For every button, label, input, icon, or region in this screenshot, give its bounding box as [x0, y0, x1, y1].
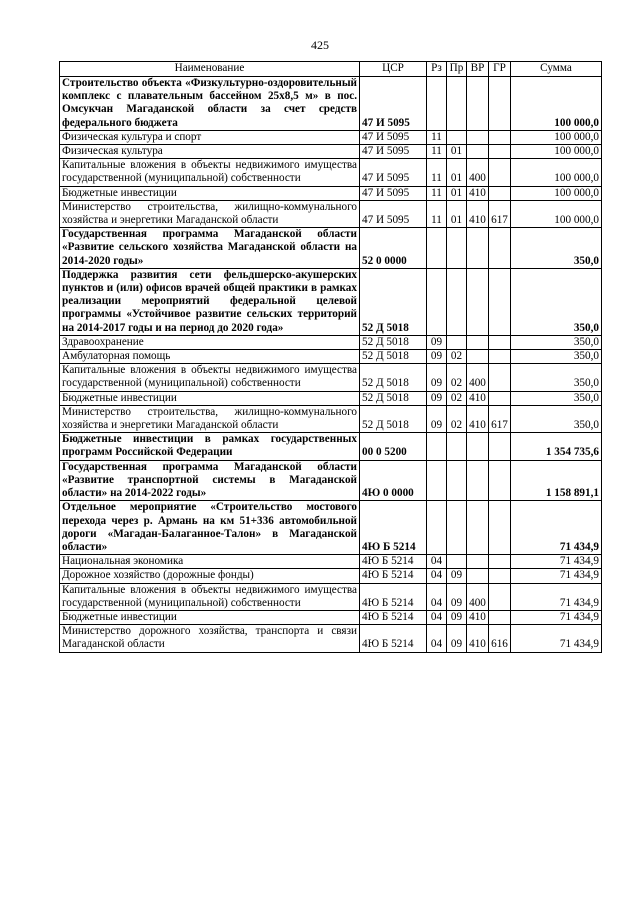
cell-sum: 71 434,9 — [511, 610, 602, 624]
cell-rz: 09 — [427, 335, 447, 349]
cell-rz: 09 — [427, 391, 447, 405]
cell-csr: 4Ю Б 5214 — [360, 583, 427, 610]
cell-pr — [447, 433, 467, 460]
cell-sum: 71 434,9 — [511, 569, 602, 583]
cell-csr: 47 И 5095 — [360, 130, 427, 144]
cell-vr: 410 — [467, 391, 489, 405]
cell-rz: 11 — [427, 200, 447, 227]
cell-pr — [447, 335, 467, 349]
cell-pr: 02 — [447, 391, 467, 405]
cell-sum: 350,0 — [511, 268, 602, 335]
cell-gr — [489, 501, 511, 555]
cell-sum: 350,0 — [511, 364, 602, 391]
cell-csr: 52 Д 5018 — [360, 364, 427, 391]
cell-pr — [447, 228, 467, 269]
cell-sum: 100 000,0 — [511, 77, 602, 131]
cell-rz: 11 — [427, 159, 447, 186]
table-row — [60, 569, 602, 583]
cell-rz: 04 — [427, 569, 447, 583]
cell-vr — [467, 555, 489, 569]
cell-gr — [489, 335, 511, 349]
cell-rz — [427, 268, 447, 335]
table-row — [60, 228, 602, 269]
cell-rz — [427, 460, 447, 501]
cell-vr: 410 — [467, 610, 489, 624]
header-sum: Сумма — [511, 62, 602, 77]
table-body — [60, 77, 602, 653]
table-row — [60, 625, 602, 652]
cell-sum: 350,0 — [511, 350, 602, 364]
cell-rz: 04 — [427, 610, 447, 624]
cell-sum: 71 434,9 — [511, 501, 602, 555]
cell-rz: 04 — [427, 555, 447, 569]
table-row — [60, 433, 602, 460]
cell-gr — [489, 145, 511, 159]
table-row — [60, 77, 602, 131]
cell-rz — [427, 77, 447, 131]
cell-vr — [467, 228, 489, 269]
budget-table — [59, 61, 602, 653]
cell-csr: 47 И 5095 — [360, 77, 427, 131]
cell-rz — [427, 228, 447, 269]
cell-gr — [489, 350, 511, 364]
cell-name: Капитальные вложения в объекты недвижимого имущества государственной (муниципальной) собственности — [60, 159, 360, 186]
page-number: 425 — [311, 38, 329, 52]
cell-vr — [467, 77, 489, 131]
table-row — [60, 268, 602, 335]
cell-vr — [467, 460, 489, 501]
cell-csr: 4Ю Б 5214 — [360, 625, 427, 652]
cell-pr: 02 — [447, 350, 467, 364]
cell-name: Здравоохранение — [60, 335, 360, 349]
cell-gr: 616 — [489, 625, 511, 652]
cell-csr: 52 Д 5018 — [360, 405, 427, 432]
cell-name: Дорожное хозяйство (дорожные фонды) — [60, 569, 360, 583]
cell-pr: 01 — [447, 200, 467, 227]
table-row — [60, 130, 602, 144]
cell-gr — [489, 268, 511, 335]
cell-rz: 11 — [427, 186, 447, 200]
cell-vr: 410 — [467, 625, 489, 652]
table-row — [60, 364, 602, 391]
cell-sum: 71 434,9 — [511, 625, 602, 652]
table-row — [60, 391, 602, 405]
cell-gr: 617 — [489, 200, 511, 227]
cell-gr — [489, 186, 511, 200]
cell-vr — [467, 130, 489, 144]
cell-csr: 52 Д 5018 — [360, 391, 427, 405]
cell-name: Поддержка развития сети фельдшерско-акушерских пунктов и (или) офисов врачей общей практики в рамках реализации мероприятий федеральной целевой программы «Устойчивое развитие сельских территорий на 2014-2017 годы и на период до 2020 года» — [60, 268, 360, 335]
cell-csr: 52 0 0000 — [360, 228, 427, 269]
cell-vr — [467, 569, 489, 583]
table-row — [60, 501, 602, 555]
cell-rz — [427, 501, 447, 555]
cell-rz: 09 — [427, 350, 447, 364]
cell-rz: 09 — [427, 364, 447, 391]
cell-gr: 617 — [489, 405, 511, 432]
cell-name: Министерство строительства, жилищно-коммунального хозяйства и энергетики Магаданской области — [60, 405, 360, 432]
cell-vr — [467, 268, 489, 335]
cell-csr: 52 Д 5018 — [360, 350, 427, 364]
table-row — [60, 583, 602, 610]
cell-csr: 4Ю Б 5214 — [360, 555, 427, 569]
cell-vr: 400 — [467, 583, 489, 610]
cell-name: Бюджетные инвестиции — [60, 186, 360, 200]
cell-name: Государственная программа Магаданской области «Развитие сельского хозяйства Магаданской области на 2014-2020 годы» — [60, 228, 360, 269]
cell-name: Капитальные вложения в объекты недвижимого имущества государственной (муниципальной) собственности — [60, 364, 360, 391]
cell-pr: 09 — [447, 625, 467, 652]
table-row — [60, 460, 602, 501]
cell-pr: 01 — [447, 145, 467, 159]
cell-gr — [489, 610, 511, 624]
cell-csr: 4Ю Б 5214 — [360, 569, 427, 583]
cell-csr: 4Ю Б 5214 — [360, 610, 427, 624]
cell-sum: 100 000,0 — [511, 200, 602, 227]
cell-sum: 71 434,9 — [511, 583, 602, 610]
cell-csr: 47 И 5095 — [360, 200, 427, 227]
cell-gr — [489, 569, 511, 583]
cell-sum: 350,0 — [511, 335, 602, 349]
cell-gr — [489, 583, 511, 610]
header-gr: ГР — [489, 62, 511, 77]
table-row — [60, 186, 602, 200]
cell-name: Строительство объекта «Физкультурно-оздоровительный комплекс с плавательным бассейном 25х8,5 м» в пос. Омсукчан Магаданской области за счет средств федерального бюджета — [60, 77, 360, 131]
cell-gr — [489, 460, 511, 501]
cell-pr — [447, 77, 467, 131]
cell-vr: 410 — [467, 405, 489, 432]
table-row — [60, 145, 602, 159]
cell-sum: 100 000,0 — [511, 186, 602, 200]
cell-pr — [447, 501, 467, 555]
table-row — [60, 200, 602, 227]
cell-name: Государственная программа Магаданской области «Развитие транспортной системы в Магаданской области» на 2014-2022 годы» — [60, 460, 360, 501]
cell-pr: 01 — [447, 186, 467, 200]
cell-gr — [489, 433, 511, 460]
cell-rz: 04 — [427, 625, 447, 652]
cell-sum: 350,0 — [511, 228, 602, 269]
cell-name: Бюджетные инвестиции — [60, 610, 360, 624]
cell-pr: 09 — [447, 583, 467, 610]
table-row — [60, 159, 602, 186]
cell-csr: 47 И 5095 — [360, 145, 427, 159]
cell-rz: 09 — [427, 405, 447, 432]
table-row — [60, 405, 602, 432]
cell-csr: 47 И 5095 — [360, 159, 427, 186]
cell-vr: 410 — [467, 186, 489, 200]
cell-gr — [489, 391, 511, 405]
cell-pr — [447, 555, 467, 569]
cell-vr: 400 — [467, 159, 489, 186]
header-pr: Пр — [447, 62, 467, 77]
cell-gr — [489, 228, 511, 269]
header-rz: Рз — [427, 62, 447, 77]
cell-pr: 02 — [447, 405, 467, 432]
cell-gr — [489, 77, 511, 131]
cell-rz: 04 — [427, 583, 447, 610]
cell-name: Министерство строительства, жилищно-коммунального хозяйства и энергетики Магаданской области — [60, 200, 360, 227]
cell-name: Национальная экономика — [60, 555, 360, 569]
cell-name: Отдельное мероприятие «Строительство мостового перехода через р. Армань на км 51+336 автомобильной дороги «Магадан-Балаганное-Талон» в Магаданской области» — [60, 501, 360, 555]
cell-pr — [447, 268, 467, 335]
cell-sum: 350,0 — [511, 391, 602, 405]
cell-vr — [467, 335, 489, 349]
table-header-row — [60, 62, 602, 77]
cell-sum: 1 158 891,1 — [511, 460, 602, 501]
cell-gr — [489, 555, 511, 569]
cell-name: Физическая культура — [60, 145, 360, 159]
header-vr: ВР — [467, 62, 489, 77]
cell-pr — [447, 130, 467, 144]
cell-rz — [427, 433, 447, 460]
cell-vr — [467, 501, 489, 555]
cell-name: Бюджетные инвестиции — [60, 391, 360, 405]
cell-csr: 4Ю Б 5214 — [360, 501, 427, 555]
cell-gr — [489, 130, 511, 144]
cell-name: Бюджетные инвестиции в рамках государственных программ Российской Федерации — [60, 433, 360, 460]
cell-pr: 01 — [447, 159, 467, 186]
cell-name: Капитальные вложения в объекты недвижимого имущества государственной (муниципальной) собственности — [60, 583, 360, 610]
table-row — [60, 555, 602, 569]
cell-csr: 52 Д 5018 — [360, 335, 427, 349]
cell-gr — [489, 364, 511, 391]
table-row — [60, 350, 602, 364]
cell-csr: 4Ю 0 0000 — [360, 460, 427, 501]
cell-name: Физическая культура и спорт — [60, 130, 360, 144]
cell-sum: 350,0 — [511, 405, 602, 432]
cell-name: Амбулаторная помощь — [60, 350, 360, 364]
table-row — [60, 610, 602, 624]
cell-rz: 11 — [427, 130, 447, 144]
cell-vr — [467, 350, 489, 364]
cell-sum: 100 000,0 — [511, 159, 602, 186]
cell-vr — [467, 145, 489, 159]
cell-sum: 1 354 735,6 — [511, 433, 602, 460]
cell-sum: 71 434,9 — [511, 555, 602, 569]
cell-vr: 410 — [467, 200, 489, 227]
cell-pr: 02 — [447, 364, 467, 391]
cell-csr: 00 0 5200 — [360, 433, 427, 460]
cell-pr — [447, 460, 467, 501]
cell-gr — [489, 159, 511, 186]
table-row — [60, 335, 602, 349]
cell-csr: 47 И 5095 — [360, 186, 427, 200]
cell-rz: 11 — [427, 145, 447, 159]
cell-pr: 09 — [447, 610, 467, 624]
header-name: Наименование — [60, 62, 360, 77]
header-csr: ЦСР — [360, 62, 427, 77]
cell-vr: 400 — [467, 364, 489, 391]
cell-sum: 100 000,0 — [511, 130, 602, 144]
cell-name: Министерство дорожного хозяйства, транспорта и связи Магаданской области — [60, 625, 360, 652]
cell-pr: 09 — [447, 569, 467, 583]
cell-vr — [467, 433, 489, 460]
cell-sum: 100 000,0 — [511, 145, 602, 159]
cell-csr: 52 Д 5018 — [360, 268, 427, 335]
